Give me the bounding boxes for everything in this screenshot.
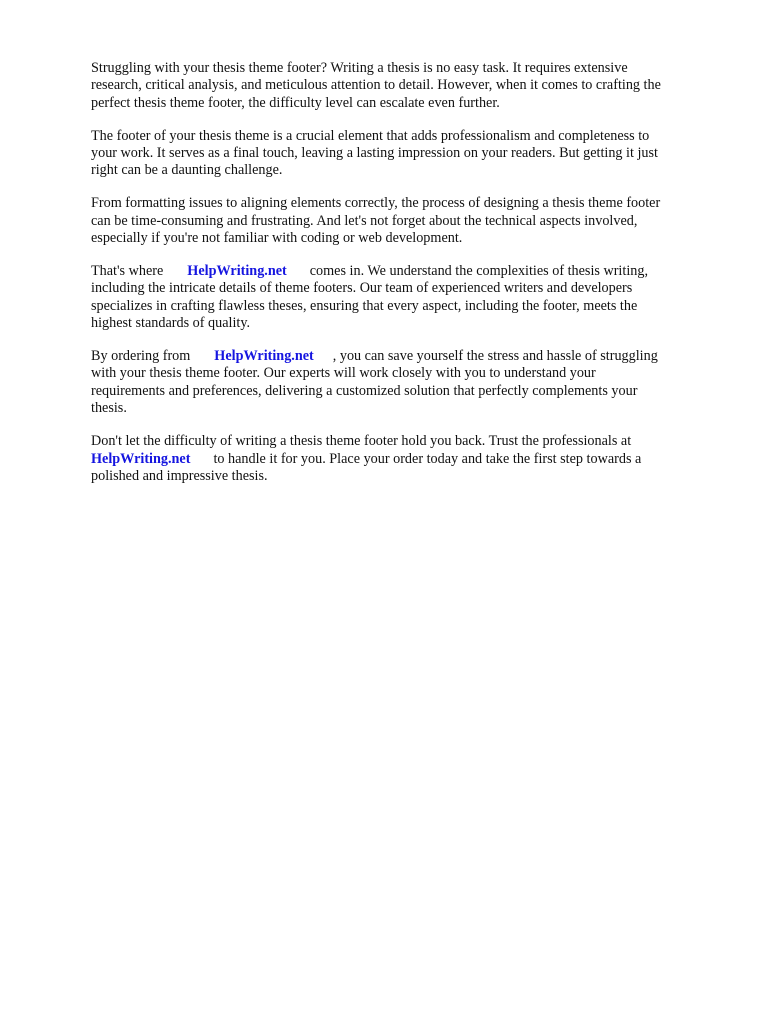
helpwriting-link[interactable]: HelpWriting.net: [187, 263, 287, 280]
text-line: The footer of your thesis theme is a crucial element that adds professionalism and completeness to: [91, 127, 650, 144]
paragraph-service-intro: [91, 263, 731, 333]
text-line: can be time-consuming and frustrating. And let's not forget about the technical aspects involved,: [91, 212, 638, 229]
text-line: highest standards of quality.: [91, 315, 251, 332]
helpwriting-link[interactable]: HelpWriting.net: [91, 450, 191, 467]
paragraph-call-to-action: [91, 433, 731, 485]
text-line: including the intricate details of theme footers. Our team of experienced writers and developers: [91, 280, 633, 297]
text-fragment: comes in. We understand the complexities of thesis writing,: [309, 263, 648, 280]
text-line: Don't let the difficulty of writing a thesis theme footer hold you back. Trust the professionals at: [91, 433, 632, 450]
text-line: perfect thesis theme footer, the difficulty level can escalate even further.: [91, 94, 500, 111]
text-line: research, critical analysis, and meticulous attention to detail. However, when it comes to crafting the: [91, 77, 661, 94]
paragraph-ordering: [91, 348, 731, 418]
paragraph-intro: [91, 60, 731, 112]
text-line: specializes in crafting flawless theses, ensuring that every aspect, including the footer, meets the: [91, 297, 638, 314]
text-line: [91, 451, 731, 468]
text-line: From formatting issues to aligning elements correctly, the process of designing a thesis theme footer: [91, 195, 661, 212]
paragraph-formatting-issues: [91, 195, 731, 247]
text-line: [91, 263, 731, 280]
text-line: your work. It serves as a final touch, leaving a lasting impression on your readers. But getting it just: [91, 145, 658, 162]
helpwriting-link[interactable]: HelpWriting.net: [214, 348, 314, 365]
text-line: Struggling with your thesis theme footer? Writing a thesis is no easy task. It requires extensive: [91, 60, 628, 76]
text-line: requirements and preferences, delivering a customized solution that perfectly complements your: [91, 382, 638, 399]
text-fragment: , you can save yourself the stress and hassle of struggling: [332, 348, 658, 365]
text-line: thesis.: [91, 400, 127, 417]
text-line: right can be a daunting challenge.: [91, 162, 283, 179]
text-line: [91, 348, 731, 365]
text-fragment: to handle it for you. Place your order today and take the first step towards a: [213, 450, 642, 467]
text-line: polished and impressive thesis.: [91, 467, 268, 484]
text-line: especially if you're not familiar with coding or web development.: [91, 230, 463, 247]
text-line: with your thesis theme footer. Our experts will work closely with you to understand your: [91, 365, 596, 382]
document-page: [91, 60, 731, 501]
text-fragment: That's where: [91, 263, 164, 280]
paragraph-footer-importance: [91, 128, 731, 180]
text-fragment: By ordering from: [91, 348, 191, 365]
